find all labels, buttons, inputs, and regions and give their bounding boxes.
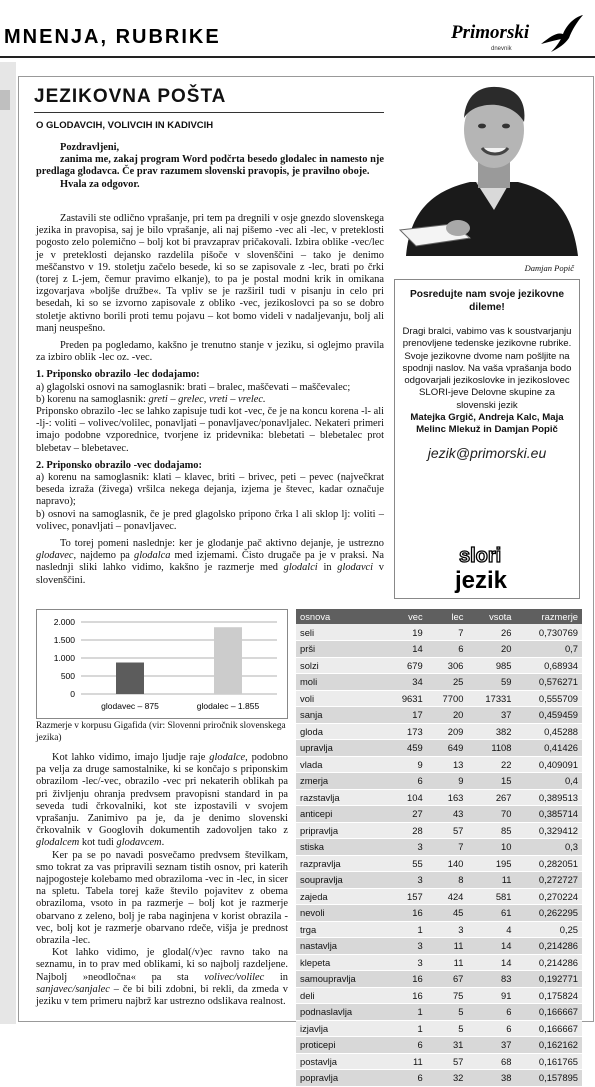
table-cell: 7 bbox=[427, 624, 468, 641]
table-row bbox=[296, 905, 582, 922]
table-cell: soupravlja bbox=[296, 872, 386, 889]
table-cell: 3 bbox=[386, 872, 427, 889]
table-cell: 55 bbox=[386, 855, 427, 872]
text: , najdemo pa bbox=[73, 550, 135, 562]
table-cell: 45 bbox=[427, 905, 468, 922]
table-cell: zajeda bbox=[296, 888, 386, 905]
term: sanjavec/sanjalec bbox=[36, 983, 110, 995]
table-cell: 83 bbox=[467, 971, 515, 988]
table-cell: 0,730769 bbox=[515, 624, 582, 641]
table-cell: 0,459459 bbox=[515, 707, 582, 724]
text: , podobno pa velja za druge samostalnike, ki se končajo s priponskim obrazilom -lec/-vec, obrazilo -vec pri nekaterih oblikah pa pri življenju ohranja predvsem pravopisni standard in pa seveda tudi črkovalniki, kot ste izpostavili v svojem vprašanju. Zanimivo pa je, da je denimo slovenski črkovalnik v Googlovih dokumentih zadovoljen tako z bbox=[36, 752, 288, 837]
table-cell: 985 bbox=[467, 657, 515, 674]
table-cell: 31 bbox=[427, 1037, 468, 1054]
table-cell: 15 bbox=[467, 773, 515, 790]
table-cell: 173 bbox=[386, 723, 427, 740]
table-cell: 0,41426 bbox=[515, 740, 582, 757]
table-cell: 85 bbox=[467, 822, 515, 839]
logo-text-bottom: jezik bbox=[455, 567, 508, 594]
rule-item: b) osnovi na samoglasnik, če je pred glagolsko pripono črka l ali sklop lj: voliti – volivec, ponavljati – ponavljavec. bbox=[36, 508, 384, 532]
rule-item: a) glagolski osnovi na samoglasnik: brati – bralec, maščevati – maščevalec; bbox=[36, 381, 351, 393]
table-cell: 157 bbox=[386, 888, 427, 905]
bar-chart bbox=[36, 609, 288, 719]
column-header: osnova bbox=[296, 609, 386, 624]
table-row bbox=[296, 690, 582, 707]
term: glodalca bbox=[134, 550, 171, 562]
page-header bbox=[0, 0, 595, 62]
reader-letter bbox=[36, 142, 384, 191]
table-cell: 14 bbox=[467, 954, 515, 971]
table-cell: 0,3 bbox=[515, 839, 582, 856]
table-cell: 0,214286 bbox=[515, 954, 582, 971]
table-row bbox=[296, 707, 582, 724]
table-cell: 0,385714 bbox=[515, 806, 582, 823]
table-cell: 6 bbox=[386, 1070, 427, 1087]
y-tick-label: 1.000 bbox=[53, 653, 75, 663]
logo-wordmark: Primorski bbox=[451, 22, 530, 43]
table-cell: solzi bbox=[296, 657, 386, 674]
table-row bbox=[296, 773, 582, 790]
table-cell: 163 bbox=[427, 789, 468, 806]
table-cell: 19 bbox=[386, 624, 427, 641]
table-cell: 6 bbox=[467, 1020, 515, 1037]
table-cell: 9 bbox=[386, 756, 427, 773]
table-cell: 61 bbox=[467, 905, 515, 922]
table-cell: sanja bbox=[296, 707, 386, 724]
table-cell: 14 bbox=[386, 641, 427, 658]
text: Kot lahko vidimo, imajo ljudje raje bbox=[52, 752, 210, 763]
table-cell: 16 bbox=[386, 987, 427, 1004]
rule-heading-lec: 1. Priponsko obrazilo -lec dodajamo: bbox=[36, 369, 200, 381]
letter-thanks: Hvala za odgovor. bbox=[60, 178, 140, 190]
table-cell: upravlja bbox=[296, 740, 386, 757]
table-cell: 0,389513 bbox=[515, 789, 582, 806]
paragraph: Zastavili ste odlično vprašanje, pri tem pa dregnili v osje gnezdo slovenskega jezika in pravopisa, saj je bilo vprašanje, ali naj pišemo -vec ali -lec, v preteklosti pogosto zelo polemično – bolj kot bi pravzaprav pričakovali. Izbira oblike -vec/lec je v preteklosti dejansko razdelila pišoče v slovenščini – tako je denimo meščanstvo v 19. stoletju začelo besede, ki so se zapisovale z -lec, brati po črki (torej z L-jem, čemur pravimo elkanje), to pa je postal modni krik in omikana izgovarjava »boljše družbe«. Ta vpliv se je razširil tudi v pisanju in celo pri besedah, ki so se izvorno zapisovale z obliko -vec, jezikoslovci pa so se dobro stoletje aktivno borili proti temu pojavu – kot bomo videli v nadaljevanju, bolj ali manj neuspešno. bbox=[36, 213, 384, 334]
text: v slovenščini. bbox=[36, 562, 385, 586]
submission-callout bbox=[394, 279, 580, 599]
paragraph bbox=[36, 947, 288, 1008]
table-cell: 27 bbox=[386, 806, 427, 823]
table-cell: 3 bbox=[427, 921, 468, 938]
text: in bbox=[317, 562, 338, 574]
table-cell: 32 bbox=[427, 1070, 468, 1087]
table-cell: seli bbox=[296, 624, 386, 641]
answer-body-top bbox=[36, 213, 384, 587]
table-cell: 16 bbox=[386, 971, 427, 988]
table-cell: 75 bbox=[427, 987, 468, 1004]
text: To torej pomeni naslednje: ker je glodanje pač aktivno dejanje, je ustrezno bbox=[60, 538, 384, 550]
rule-item-example: greti – grelec, vreti – vrelec. bbox=[148, 393, 266, 405]
table-row bbox=[296, 740, 582, 757]
table-row bbox=[296, 624, 582, 641]
category-label: glodavec – 875 bbox=[101, 701, 159, 711]
table-cell: 20 bbox=[427, 707, 468, 724]
text: kot tudi bbox=[79, 837, 117, 849]
category-label: glodalec – 1.855 bbox=[196, 701, 260, 711]
table-cell: 0,192771 bbox=[515, 971, 582, 988]
term: glodavcem bbox=[116, 837, 162, 849]
column-header: vec bbox=[386, 609, 427, 624]
table-cell: 17 bbox=[386, 707, 427, 724]
table-cell: voli bbox=[296, 690, 386, 707]
table-row bbox=[296, 1053, 582, 1070]
author-photo bbox=[386, 78, 582, 256]
table-cell: 6 bbox=[386, 773, 427, 790]
seagull-icon bbox=[539, 14, 585, 54]
logo-subtitle: dnevnik bbox=[491, 46, 512, 52]
table-cell: 43 bbox=[427, 806, 468, 823]
table-cell: 209 bbox=[427, 723, 468, 740]
table-row bbox=[296, 641, 582, 658]
table-cell: 0,555709 bbox=[515, 690, 582, 707]
bar-0 bbox=[116, 663, 144, 695]
table-row bbox=[296, 987, 582, 1004]
chart-svg bbox=[37, 610, 287, 718]
table-cell: 581 bbox=[467, 888, 515, 905]
table-cell: 0,4 bbox=[515, 773, 582, 790]
table-row bbox=[296, 674, 582, 691]
table-row bbox=[296, 855, 582, 872]
callout-title: Posredujte nam svoje jezikovne dileme! bbox=[409, 289, 564, 313]
table-header-row bbox=[296, 609, 582, 624]
table-cell: 0,272727 bbox=[515, 872, 582, 889]
table-cell: 0,166667 bbox=[515, 1020, 582, 1037]
y-tick-label: 2.000 bbox=[53, 617, 75, 627]
table-cell: trga bbox=[296, 921, 386, 938]
table-row bbox=[296, 1020, 582, 1037]
logo-text-top: slori bbox=[459, 545, 502, 567]
article-title: O GLODAVCIH, VOLIVCIH IN KADIVCIH bbox=[36, 120, 214, 131]
rubric-title: JEZIKOVNA POŠTA bbox=[34, 86, 227, 107]
table-cell: 57 bbox=[427, 822, 468, 839]
table-row bbox=[296, 938, 582, 955]
table-cell: 1 bbox=[386, 1004, 427, 1021]
newspaper-logo bbox=[447, 12, 587, 58]
table-cell: 104 bbox=[386, 789, 427, 806]
table-cell: 34 bbox=[386, 674, 427, 691]
table-cell: razpravlja bbox=[296, 855, 386, 872]
table-cell: stiska bbox=[296, 839, 386, 856]
table-cell: 11 bbox=[427, 938, 468, 955]
table-cell: 1108 bbox=[467, 740, 515, 757]
term: glodavec bbox=[36, 550, 74, 562]
table-cell: 68 bbox=[467, 1053, 515, 1070]
rule-item-text: b) korenu na samoglasnik: bbox=[36, 393, 149, 405]
table-cell: 70 bbox=[467, 806, 515, 823]
table-cell: samoupravlja bbox=[296, 971, 386, 988]
table-row bbox=[296, 1004, 582, 1021]
table-cell: 0,329412 bbox=[515, 822, 582, 839]
person-illustration bbox=[386, 78, 582, 256]
table-cell: 3 bbox=[386, 839, 427, 856]
table-cell: 0,409091 bbox=[515, 756, 582, 773]
text: Kot lahko vidimo, je glodal(/v)ec ravno tako na seznamu, in to prav med oblikami, ki so najbolj razdeljene. Najbolj »neodločna« pa sta bbox=[36, 947, 288, 983]
frequency-table bbox=[296, 609, 582, 1087]
table-cell: gloda bbox=[296, 723, 386, 740]
table-cell: 459 bbox=[386, 740, 427, 757]
callout-body bbox=[395, 326, 579, 437]
table-cell: podnaslavlja bbox=[296, 1004, 386, 1021]
y-tick-label: 500 bbox=[60, 671, 75, 681]
rubric-rule bbox=[34, 112, 384, 113]
header-rule bbox=[0, 56, 595, 58]
table-cell: 7700 bbox=[427, 690, 468, 707]
table-cell: 10 bbox=[467, 839, 515, 856]
table-cell: 0,25 bbox=[515, 921, 582, 938]
slori-jezik-logo bbox=[451, 542, 525, 594]
table-row bbox=[296, 954, 582, 971]
paragraph: Preden pa pogledamo, kakšno je trenutno stanje v jeziku, si oglejmo pravila za izbiro oblik -lec oz. -vec. bbox=[36, 340, 384, 364]
table-cell: 6 bbox=[467, 1004, 515, 1021]
table-cell: 11 bbox=[467, 872, 515, 889]
table-cell: 0,262295 bbox=[515, 905, 582, 922]
table-cell: nevoli bbox=[296, 905, 386, 922]
table-row bbox=[296, 723, 582, 740]
table-cell: nastavlja bbox=[296, 938, 386, 955]
table-cell: 37 bbox=[467, 707, 515, 724]
table-cell: 424 bbox=[427, 888, 468, 905]
table-row bbox=[296, 657, 582, 674]
table-cell: 1 bbox=[386, 921, 427, 938]
table-cell: 57 bbox=[427, 1053, 468, 1070]
table-cell: 5 bbox=[427, 1004, 468, 1021]
answer-body-bottom bbox=[36, 752, 288, 1008]
table-cell: 3 bbox=[386, 938, 427, 955]
table-cell: 140 bbox=[427, 855, 468, 872]
table-cell: prši bbox=[296, 641, 386, 658]
table-cell: 0,282051 bbox=[515, 855, 582, 872]
left-margin-strip bbox=[0, 62, 16, 1024]
table-cell: 59 bbox=[467, 674, 515, 691]
table-row bbox=[296, 789, 582, 806]
text: med izjemami. Čisto drugače pa je v praksi. Na naslednji sliki lahko vidimo, kakšno je razmerje med bbox=[36, 550, 384, 574]
table-cell: 0,270224 bbox=[515, 888, 582, 905]
table-cell: 28 bbox=[386, 822, 427, 839]
table-row bbox=[296, 921, 582, 938]
table-cell: vlada bbox=[296, 756, 386, 773]
table-cell: 0,175824 bbox=[515, 987, 582, 1004]
table-cell: 38 bbox=[467, 1070, 515, 1087]
table-cell: 9 bbox=[427, 773, 468, 790]
term: glodavci bbox=[337, 562, 374, 574]
table-cell: 0,166667 bbox=[515, 1004, 582, 1021]
table-cell: 14 bbox=[467, 938, 515, 955]
table-cell: 6 bbox=[427, 641, 468, 658]
y-tick-label: 1.500 bbox=[53, 635, 75, 645]
section-title: MNENJA, RUBRIKE bbox=[4, 26, 221, 48]
table-cell: 16 bbox=[386, 905, 427, 922]
table-row bbox=[296, 756, 582, 773]
table-cell: zmerja bbox=[296, 773, 386, 790]
table-row bbox=[296, 839, 582, 856]
table-cell: popravlja bbox=[296, 1070, 386, 1087]
table-cell: anticepi bbox=[296, 806, 386, 823]
table-cell: 0,157895 bbox=[515, 1070, 582, 1087]
table-cell: moli bbox=[296, 674, 386, 691]
table-cell: 11 bbox=[386, 1053, 427, 1070]
table-cell: 11 bbox=[427, 954, 468, 971]
table-cell: 4 bbox=[467, 921, 515, 938]
chart-caption: Razmerje v korpusu Gigafida (vir: Slovenni priročnik slovenskega jezika) bbox=[36, 721, 286, 743]
text: . bbox=[161, 837, 165, 849]
table-cell: 37 bbox=[467, 1037, 515, 1054]
table-cell: 0,161765 bbox=[515, 1053, 582, 1070]
table-cell: razstavlja bbox=[296, 789, 386, 806]
table-cell: 9631 bbox=[386, 690, 427, 707]
table-cell: 0,214286 bbox=[515, 938, 582, 955]
table-cell: 17331 bbox=[467, 690, 515, 707]
table-cell: klepeta bbox=[296, 954, 386, 971]
table-row bbox=[296, 822, 582, 839]
table-cell: 25 bbox=[427, 674, 468, 691]
rule-item bbox=[36, 394, 384, 406]
table-cell: proticepi bbox=[296, 1037, 386, 1054]
table-cell: 8 bbox=[427, 872, 468, 889]
table-cell: 22 bbox=[467, 756, 515, 773]
table-cell: deli bbox=[296, 987, 386, 1004]
margin-tab bbox=[0, 90, 10, 110]
table-cell: 0,68934 bbox=[515, 657, 582, 674]
text: in bbox=[264, 971, 288, 983]
table-cell: 267 bbox=[467, 789, 515, 806]
table-row bbox=[296, 1070, 582, 1087]
paragraph: Priponsko obrazilo -lec se lahko zapisuje tudi kot -vec, če je na koncu korena -l- ali -lj-: voliti – volivec/volilec, ponavljati – ponavljavec/ponavljalec. Nekateri primeri imajo podobne vzporednice, tvorjene iz pridevnika: blebetati – blebetalec prot blebetav – blebetavec. bbox=[36, 406, 384, 454]
table-cell: 0,45288 bbox=[515, 723, 582, 740]
term: glodalcem bbox=[36, 837, 80, 849]
table-cell: 7 bbox=[427, 839, 468, 856]
table-cell: 0,576271 bbox=[515, 674, 582, 691]
column-header: vsota bbox=[467, 609, 515, 624]
column-header: lec bbox=[427, 609, 468, 624]
column-header: razmerje bbox=[515, 609, 582, 624]
table-cell: 67 bbox=[427, 971, 468, 988]
y-tick-label: 0 bbox=[70, 689, 75, 699]
table-cell: 679 bbox=[386, 657, 427, 674]
table-cell: 382 bbox=[467, 723, 515, 740]
table-cell: 195 bbox=[467, 855, 515, 872]
rule-item: a) korenu na samoglasnik: klati – klavec, briti – brivec, peti – pevec (največkrat beseda izraža (živega) vršilca nekega dejanja, izjema je števec, kadar označuje napravo); bbox=[36, 472, 384, 508]
table-cell: izjavlja bbox=[296, 1020, 386, 1037]
table-cell: 13 bbox=[427, 756, 468, 773]
table-cell: 26 bbox=[467, 624, 515, 641]
callout-text: Dragi bralci, vabimo vas k soustvarjanju prenovljene tedenske jezikovne rubrike. Svoje jezikovne dvome nam pošljite na spodnji naslov. Na vaša vprašanja bodo odgovarjali jezikoslovke in jezikoslovec SLORI-jeve Delovne skupine za slovenski jezik bbox=[402, 326, 572, 411]
table-cell: 0,7 bbox=[515, 641, 582, 658]
bar-1 bbox=[214, 627, 242, 694]
table-cell: 0,162162 bbox=[515, 1037, 582, 1054]
paragraph: Ker pa se po navadi posvečamo predvsem številkam, smo tokrat za vas pripravili seznam tistih osnov, pri katerih najpogosteje kolebamo med obraziloma -vec in -lec, in sicer na spletu. Tabela torej kaže število pojavitev z obema obraziloma, vsoto in pa razmerje – bolj kot je razmerje obarvano z zeleno, bolj je raba naginjena v korist obrazila -vec, bolj kot je razmerje obarvano rdeče, višja je prednost obrazila -lec. bbox=[36, 849, 288, 947]
table-row bbox=[296, 806, 582, 823]
letter-question: zanima me, zakaj program Word podčrta besedo glodalec in namesto nje predlaga glodavca. Če prav razumem slovenski pravopis, je pravilno oboje. bbox=[36, 154, 384, 178]
paragraph bbox=[36, 538, 384, 587]
letter-greeting: Pozdravljeni, bbox=[60, 142, 120, 153]
paragraph bbox=[36, 752, 288, 850]
table-row bbox=[296, 1037, 582, 1054]
term: volivec/volilec bbox=[204, 971, 265, 983]
table-cell: 5 bbox=[427, 1020, 468, 1037]
callout-names: Matejka Grgič, Andreja Kalc, Maja Melinc Mlekuž in Damjan Popič bbox=[410, 412, 564, 436]
table-cell: pripravlja bbox=[296, 822, 386, 839]
table-cell: postavlja bbox=[296, 1053, 386, 1070]
photo-caption: Damjan Popič bbox=[524, 263, 574, 273]
table-cell: 91 bbox=[467, 987, 515, 1004]
table-cell: 1 bbox=[386, 1020, 427, 1037]
table-cell: 306 bbox=[427, 657, 468, 674]
table-row bbox=[296, 888, 582, 905]
rule-heading-vec: 2. Priponsko obrazilo -vec dodajamo: bbox=[36, 459, 202, 471]
table-cell: 3 bbox=[386, 954, 427, 971]
table-cell: 6 bbox=[386, 1037, 427, 1054]
term: glodalci bbox=[283, 562, 318, 574]
text: – če bi bili zdobni, bi rekli, da zmeda v jeziku v tem primeru najbrž kar ustrezno odslikava realnost. bbox=[36, 983, 288, 1008]
table-row bbox=[296, 872, 582, 889]
term: glodalce bbox=[209, 752, 246, 763]
table-cell: 20 bbox=[467, 641, 515, 658]
table-row bbox=[296, 971, 582, 988]
contact-email-link[interactable]: jezik@primorski.eu bbox=[427, 444, 547, 461]
table-cell: 649 bbox=[427, 740, 468, 757]
